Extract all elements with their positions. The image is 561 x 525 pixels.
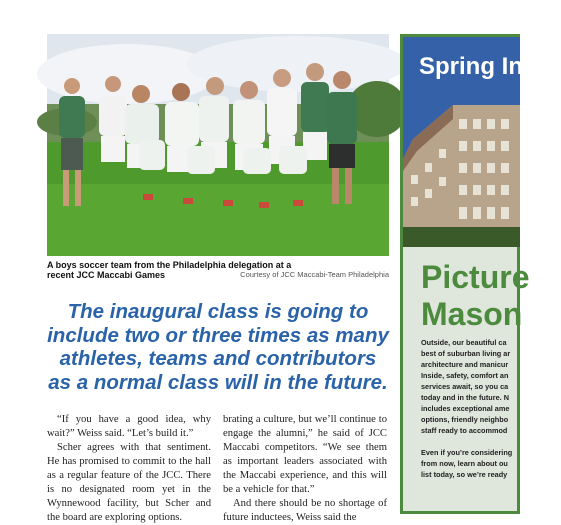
advertisement[interactable] <box>400 34 530 514</box>
caption-text: A boys soccer team from the Philadelphia delegation at a recent JCC Maccabi Games <box>47 260 292 280</box>
building-image <box>403 99 520 247</box>
pull-quote: The inaugural class is going to include two or three times as many athletes, teams and contributors as a normal class will in the future. <box>47 300 389 394</box>
ad-paragraph: Even if you’re considering from now, learn about ou list today, so we’re ready <box>421 448 513 479</box>
ad-body <box>421 337 561 491</box>
photo-caption <box>47 260 389 280</box>
article-paragraph: And there should be no shortage of future inductees, Weiss said the <box>223 498 387 523</box>
photo-credit: Courtesy of JCC Maccabi-Team Philadelphia <box>240 270 389 279</box>
ad-headline-line: Picture <box>421 259 530 295</box>
ad-paragraph: Outside, our beautiful ca best of suburban living ar architecture and manicur Inside, safety, comfort an services await, so you ca today and in the future. N includes exceptional ame options, friendly neighbo staff ready to accommod <box>421 338 511 435</box>
ad-banner <box>403 37 523 247</box>
ad-title: Spring In <box>419 53 523 80</box>
ad-headline <box>421 259 529 333</box>
ad-headline-line: Mason <box>421 296 523 332</box>
article-paragraph: brating a culture, but we’ll continue to engage the alumni,” he said of JCC Maccabi competitors. “We see them as important leaders associated with the Maccabi experience, and this will be a vehicle for that.” <box>223 414 387 495</box>
team-photo <box>47 34 389 256</box>
article-paragraph: “If you have a good idea, why wait?” Weiss said. “Let’s build it.” <box>47 414 211 439</box>
article-paragraph: Scher agrees with that sentiment. He has promised to commit to the hall as a regular feature of the JCC. There is no designated room yet in the Wynnewood facility, but Scher and the board are exploring options. <box>47 442 211 523</box>
article-column-2 <box>223 413 387 525</box>
article-column-1 <box>47 413 211 525</box>
